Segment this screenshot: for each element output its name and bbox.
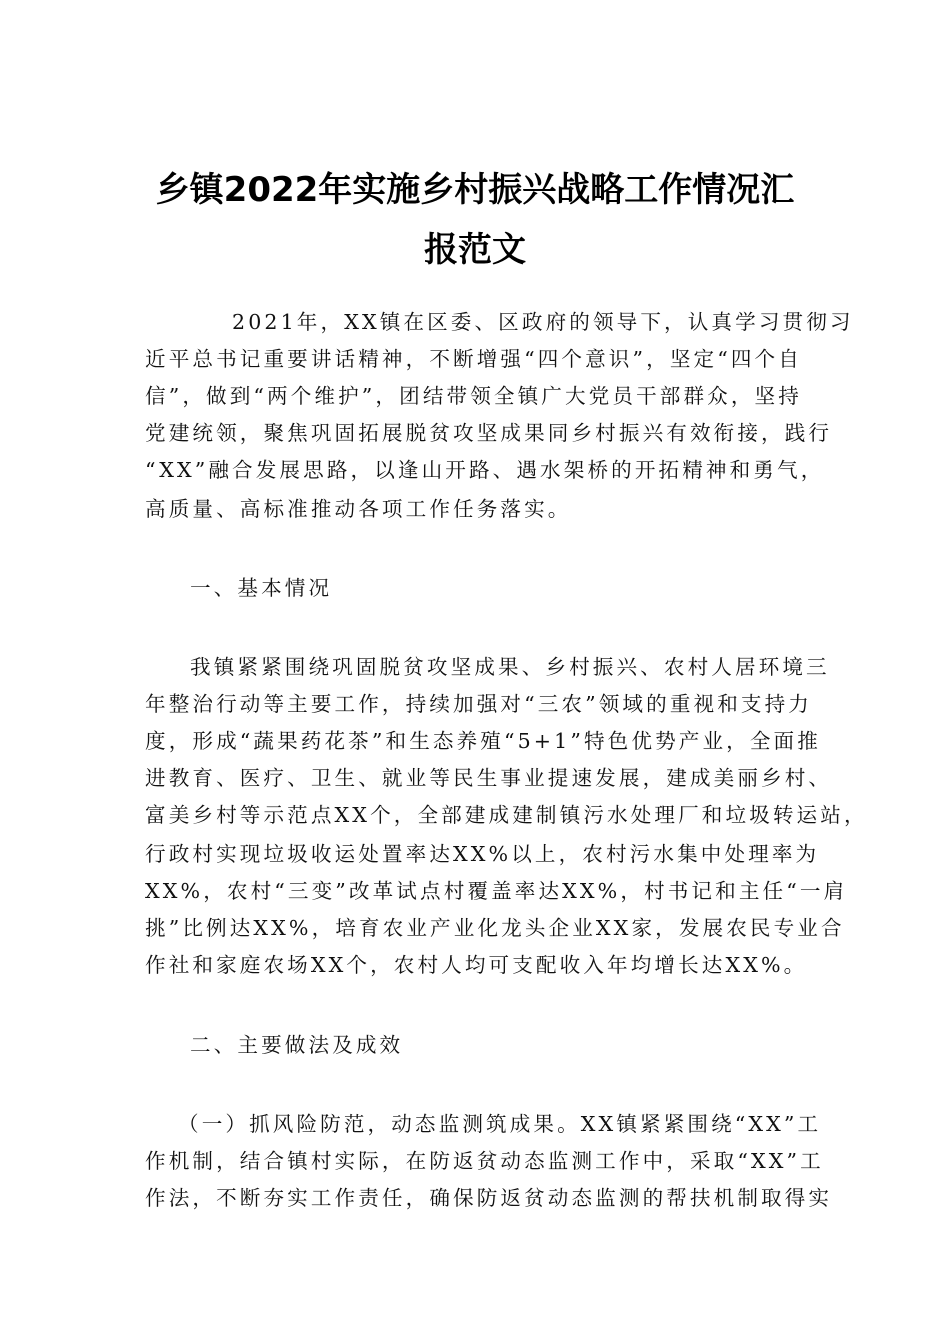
section2-line: 作法，不断夯实工作责任，确保防返贫动态监测的帮扶机制取得实 <box>145 1186 833 1210</box>
intro-line: “XX”融合发展思路，以逢山开路、遇水架桥的开拓精神和勇气， <box>145 458 825 482</box>
section-heading-practices: 二、主要做法及成效 <box>190 1033 404 1057</box>
section1-line: 我镇紧紧围绕巩固脱贫攻坚成果、乡村振兴、农村人居环境三 <box>190 655 830 679</box>
section1-line: 挑”比例达XX%，培育农业产业化龙头企业XX家，发展农民专业合 <box>145 916 845 940</box>
section2-line: （一）抓风险防范，动态监测筑成果。XX镇紧紧围绕“XX”工 <box>178 1112 822 1136</box>
section1-line: 进教育、医疗、卫生、就业等民生事业提速发展，建成美丽乡村、 <box>145 766 833 790</box>
section1-line: 行政村实现垃圾收运处置率达XX%以上，农村污水集中处理率为 <box>145 842 820 866</box>
section1-line: XX%，农村“三变”改革试点村覆盖率达XX%，村书记和主任“一肩 <box>145 879 848 903</box>
section2-line: 作机制，结合镇村实际，在防返贫动态监测工作中，采取“XX”工 <box>145 1149 824 1173</box>
section1-line: 年整治行动等主要工作，持续加强对“三农”领域的重视和支持力 <box>145 692 812 716</box>
intro-line: 高质量、高标准推动各项工作任务落实。 <box>145 497 572 521</box>
intro-line: 近平总书记重要讲话精神，不断增强“四个意识”，坚定“四个自 <box>145 347 802 371</box>
intro-line: 党建统领，聚焦巩固拓展脱贫攻坚成果同乡村振兴有效衔接，践行 <box>145 421 833 445</box>
intro-line: 信”，做到“两个维护”，团结带领全镇广大党员干部群众，坚持 <box>145 384 802 408</box>
document-title-line-2: 报范文 <box>424 230 526 270</box>
intro-line: 2021年，XX镇在区委、区政府的领导下，认真学习贯彻习 <box>232 310 854 334</box>
section-heading-basic: 一、基本情况 <box>190 576 333 600</box>
section1-line: 富美乡村等示范点XX个，全部建成建制镇污水处理厂和垃圾转运站， <box>145 803 868 827</box>
section1-line: 度，形成“蔬果药花茶”和生态养殖“5+1”特色优势产业，全面推 <box>145 729 821 753</box>
section1-line: 作社和家庭农场XX个，农村人均可支配收入年均增长达XX%。 <box>145 953 808 977</box>
document-title-line-1: 乡镇2022年实施乡村振兴战略工作情况汇 <box>155 170 795 210</box>
